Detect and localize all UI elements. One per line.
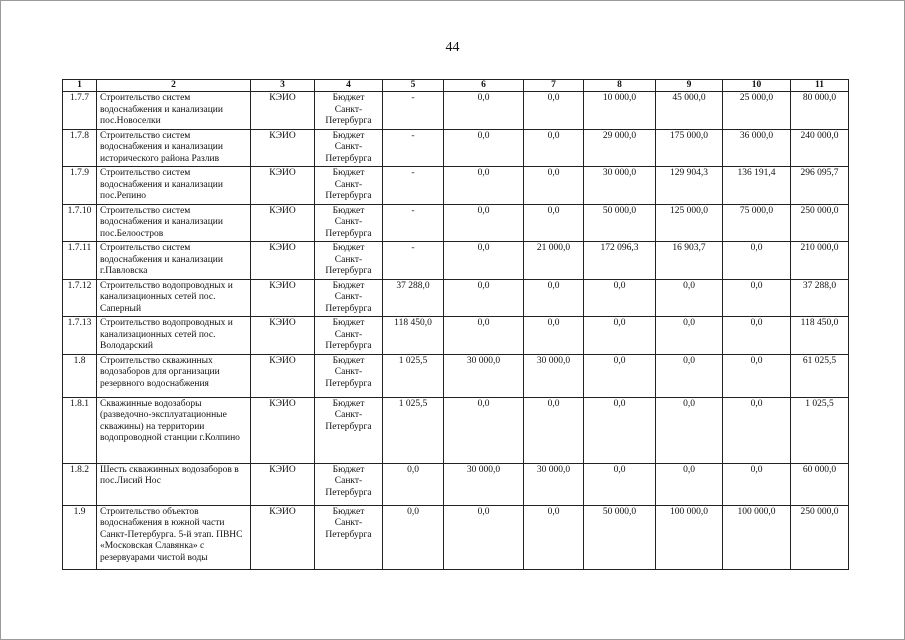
cell-col7: 0,0: [524, 505, 584, 569]
row-executor: КЭИО: [251, 463, 315, 505]
row-name: Строительство водопроводных и канализационных сетей пос. Володарский: [97, 317, 251, 355]
cell-col11: 250 000,0: [791, 204, 849, 242]
column-header: 3: [251, 80, 315, 92]
row-name: Строительство систем водоснабжения и канализации г.Павловска: [97, 242, 251, 280]
cell-col10: 36 000,0: [723, 129, 791, 167]
cell-col5: 118 450,0: [383, 317, 444, 355]
cell-col7: 0,0: [524, 167, 584, 205]
row-number: 1.8: [63, 354, 97, 397]
column-header: 2: [97, 80, 251, 92]
row-source: Бюджет Санкт-Петербурга: [315, 129, 383, 167]
cell-col8: 172 096,3: [584, 242, 656, 280]
budget-table: [62, 79, 849, 570]
column-header: 6: [444, 80, 524, 92]
table-row: [63, 463, 849, 505]
row-source: Бюджет Санкт-Петербурга: [315, 279, 383, 317]
row-name: Строительство объектов водоснабжения в южной части Санкт-Петербурга. 5-й этап. ПВНС «Московская Славянка» с резервуарами чистой воды: [97, 505, 251, 569]
cell-col8: 0,0: [584, 463, 656, 505]
row-number: 1.7.11: [63, 242, 97, 280]
row-source: Бюджет Санкт-Петербурга: [315, 397, 383, 463]
cell-col11: 210 000,0: [791, 242, 849, 280]
cell-col11: 296 095,7: [791, 167, 849, 205]
row-number: 1.7.9: [63, 167, 97, 205]
cell-col5: 0,0: [383, 505, 444, 569]
row-name: Строительство систем водоснабжения и канализации пос.Репино: [97, 167, 251, 205]
row-name: Строительство скважинных водозаборов для организации резервного водоснабжения: [97, 354, 251, 397]
row-executor: КЭИО: [251, 129, 315, 167]
cell-col9: 0,0: [656, 317, 723, 355]
column-header: 1: [63, 80, 97, 92]
cell-col9: 0,0: [656, 279, 723, 317]
cell-col10: 100 000,0: [723, 505, 791, 569]
cell-col6: 0,0: [444, 204, 524, 242]
cell-col11: 80 000,0: [791, 92, 849, 130]
table-row: [63, 167, 849, 205]
cell-col9: 16 903,7: [656, 242, 723, 280]
cell-col6: 0,0: [444, 279, 524, 317]
row-number: 1.8.1: [63, 397, 97, 463]
cell-col6: 30 000,0: [444, 463, 524, 505]
row-source: Бюджет Санкт-Петербурга: [315, 204, 383, 242]
cell-col6: 0,0: [444, 505, 524, 569]
cell-col8: 10 000,0: [584, 92, 656, 130]
cell-col10: 25 000,0: [723, 92, 791, 130]
cell-col5: 1 025,5: [383, 354, 444, 397]
table-row: [63, 242, 849, 280]
row-source: Бюджет Санкт-Петербурга: [315, 354, 383, 397]
row-executor: КЭИО: [251, 354, 315, 397]
cell-col9: 129 904,3: [656, 167, 723, 205]
cell-col7: 30 000,0: [524, 354, 584, 397]
row-source: Бюджет Санкт-Петербурга: [315, 317, 383, 355]
cell-col10: 0,0: [723, 317, 791, 355]
cell-col7: 0,0: [524, 92, 584, 130]
row-executor: КЭИО: [251, 505, 315, 569]
cell-col5: 37 288,0: [383, 279, 444, 317]
table-row: [63, 129, 849, 167]
cell-col6: 0,0: [444, 167, 524, 205]
row-executor: КЭИО: [251, 317, 315, 355]
cell-col7: 21 000,0: [524, 242, 584, 280]
cell-col11: 250 000,0: [791, 505, 849, 569]
row-number: 1.7.12: [63, 279, 97, 317]
cell-col5: 1 025,5: [383, 397, 444, 463]
cell-col11: 61 025,5: [791, 354, 849, 397]
row-number: 1.9: [63, 505, 97, 569]
cell-col11: 1 025,5: [791, 397, 849, 463]
table-row: [63, 204, 849, 242]
cell-col5: -: [383, 167, 444, 205]
cell-col9: 0,0: [656, 354, 723, 397]
cell-col6: 0,0: [444, 242, 524, 280]
cell-col7: 0,0: [524, 317, 584, 355]
row-source: Бюджет Санкт-Петербурга: [315, 505, 383, 569]
cell-col6: 0,0: [444, 129, 524, 167]
cell-col10: 0,0: [723, 279, 791, 317]
table-row: [63, 317, 849, 355]
cell-col6: 0,0: [444, 92, 524, 130]
page-number: 44: [445, 40, 460, 55]
row-source: Бюджет Санкт-Петербурга: [315, 92, 383, 130]
cell-col8: 0,0: [584, 397, 656, 463]
cell-col9: 100 000,0: [656, 505, 723, 569]
cell-col11: 118 450,0: [791, 317, 849, 355]
row-number: 1.7.8: [63, 129, 97, 167]
row-number: 1.7.13: [63, 317, 97, 355]
cell-col10: 136 191,4: [723, 167, 791, 205]
cell-col7: 0,0: [524, 129, 584, 167]
cell-col7: 30 000,0: [524, 463, 584, 505]
cell-col8: 0,0: [584, 317, 656, 355]
cell-col8: 50 000,0: [584, 204, 656, 242]
cell-col9: 0,0: [656, 397, 723, 463]
row-executor: КЭИО: [251, 92, 315, 130]
cell-col7: 0,0: [524, 204, 584, 242]
cell-col11: 240 000,0: [791, 129, 849, 167]
cell-col8: 50 000,0: [584, 505, 656, 569]
cell-col5: -: [383, 242, 444, 280]
row-executor: КЭИО: [251, 279, 315, 317]
column-header: 10: [723, 80, 791, 92]
row-name: Строительство водопроводных и канализационных сетей пос. Саперный: [97, 279, 251, 317]
cell-col5: 0,0: [383, 463, 444, 505]
cell-col8: 30 000,0: [584, 167, 656, 205]
cell-col5: -: [383, 129, 444, 167]
column-header: 5: [383, 80, 444, 92]
table-row: [63, 397, 849, 463]
cell-col9: 125 000,0: [656, 204, 723, 242]
column-header: 4: [315, 80, 383, 92]
row-source: Бюджет Санкт-Петербурга: [315, 242, 383, 280]
row-name: Скважинные водозаборы (разведочно-эксплуатационные скважины) на территории водопроводной станции г.Колпино: [97, 397, 251, 463]
row-executor: КЭИО: [251, 397, 315, 463]
cell-col6: 0,0: [444, 397, 524, 463]
cell-col5: -: [383, 92, 444, 130]
row-executor: КЭИО: [251, 167, 315, 205]
cell-col11: 60 000,0: [791, 463, 849, 505]
table-row: [63, 505, 849, 569]
cell-col7: 0,0: [524, 397, 584, 463]
row-name: Строительство систем водоснабжения и канализации пос.Новоселки: [97, 92, 251, 130]
column-header: 8: [584, 80, 656, 92]
cell-col8: 0,0: [584, 354, 656, 397]
row-source: Бюджет Санкт-Петербурга: [315, 167, 383, 205]
header-row: [63, 80, 849, 92]
row-name: Строительство систем водоснабжения и канализации пос.Белоостров: [97, 204, 251, 242]
cell-col11: 37 288,0: [791, 279, 849, 317]
column-header: 9: [656, 80, 723, 92]
row-name: Строительство систем водоснабжения и канализации исторического района Разлив: [97, 129, 251, 167]
cell-col9: 175 000,0: [656, 129, 723, 167]
row-number: 1.7.7: [63, 92, 97, 130]
row-name: Шесть скважинных водозаборов в пос.Лисий Нос: [97, 463, 251, 505]
cell-col7: 0,0: [524, 279, 584, 317]
table-row: [63, 92, 849, 130]
cell-col6: 0,0: [444, 317, 524, 355]
row-executor: КЭИО: [251, 242, 315, 280]
cell-col9: 45 000,0: [656, 92, 723, 130]
row-source: Бюджет Санкт-Петербурга: [315, 463, 383, 505]
cell-col8: 0,0: [584, 279, 656, 317]
cell-col10: 0,0: [723, 463, 791, 505]
cell-col6: 30 000,0: [444, 354, 524, 397]
cell-col5: -: [383, 204, 444, 242]
table-row: [63, 354, 849, 397]
row-number: 1.8.2: [63, 463, 97, 505]
cell-col10: 0,0: [723, 397, 791, 463]
column-header: 11: [791, 80, 849, 92]
row-number: 1.7.10: [63, 204, 97, 242]
table-row: [63, 279, 849, 317]
cell-col8: 29 000,0: [584, 129, 656, 167]
column-header: 7: [524, 80, 584, 92]
row-executor: КЭИО: [251, 204, 315, 242]
cell-col10: 0,0: [723, 242, 791, 280]
cell-col10: 75 000,0: [723, 204, 791, 242]
cell-col10: 0,0: [723, 354, 791, 397]
cell-col9: 0,0: [656, 463, 723, 505]
